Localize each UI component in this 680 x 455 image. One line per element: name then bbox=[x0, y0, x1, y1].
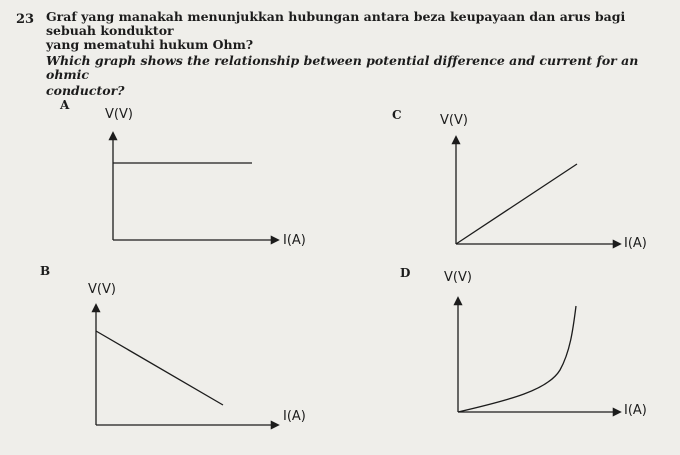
option-d-y-axis-label: V(V) bbox=[444, 270, 472, 285]
option-b-y-axis-label: V(V) bbox=[88, 282, 116, 297]
option-b-curve bbox=[96, 331, 223, 405]
option-b-label: B bbox=[40, 264, 51, 278]
option-c-y-axis-label: V(V) bbox=[440, 113, 468, 128]
option-c-label: C bbox=[392, 108, 402, 122]
option-a-graph bbox=[113, 133, 278, 240]
option-c-x-axis-label: I(A) bbox=[624, 236, 647, 251]
question-malay-line2: yang mematuhi hukum Ohm? bbox=[46, 37, 254, 52]
question-number: 23 bbox=[16, 12, 35, 27]
option-b-graph bbox=[96, 305, 278, 425]
option-a-label: A bbox=[60, 98, 70, 112]
option-d-curve bbox=[458, 306, 576, 412]
option-c-graph bbox=[456, 137, 620, 244]
option-b-x-axis-label: I(A) bbox=[283, 409, 306, 424]
question-malay-line1: Graf yang manakah menunjukkan hubungan antara beza keupayaan dan arus bagi sebuah konduktor bbox=[46, 9, 626, 38]
option-d-label: D bbox=[400, 266, 411, 280]
question-english-line1: Which graph shows the relationship between potential difference and current for an ohmic bbox=[46, 53, 639, 82]
option-c-curve bbox=[456, 164, 577, 244]
option-a-y-axis-label: V(V) bbox=[105, 107, 133, 122]
option-d-x-axis-label: I(A) bbox=[624, 403, 647, 418]
question-english-line2: conductor? bbox=[46, 83, 125, 98]
option-d-graph bbox=[458, 298, 620, 412]
option-a-x-axis-label: I(A) bbox=[283, 233, 306, 248]
